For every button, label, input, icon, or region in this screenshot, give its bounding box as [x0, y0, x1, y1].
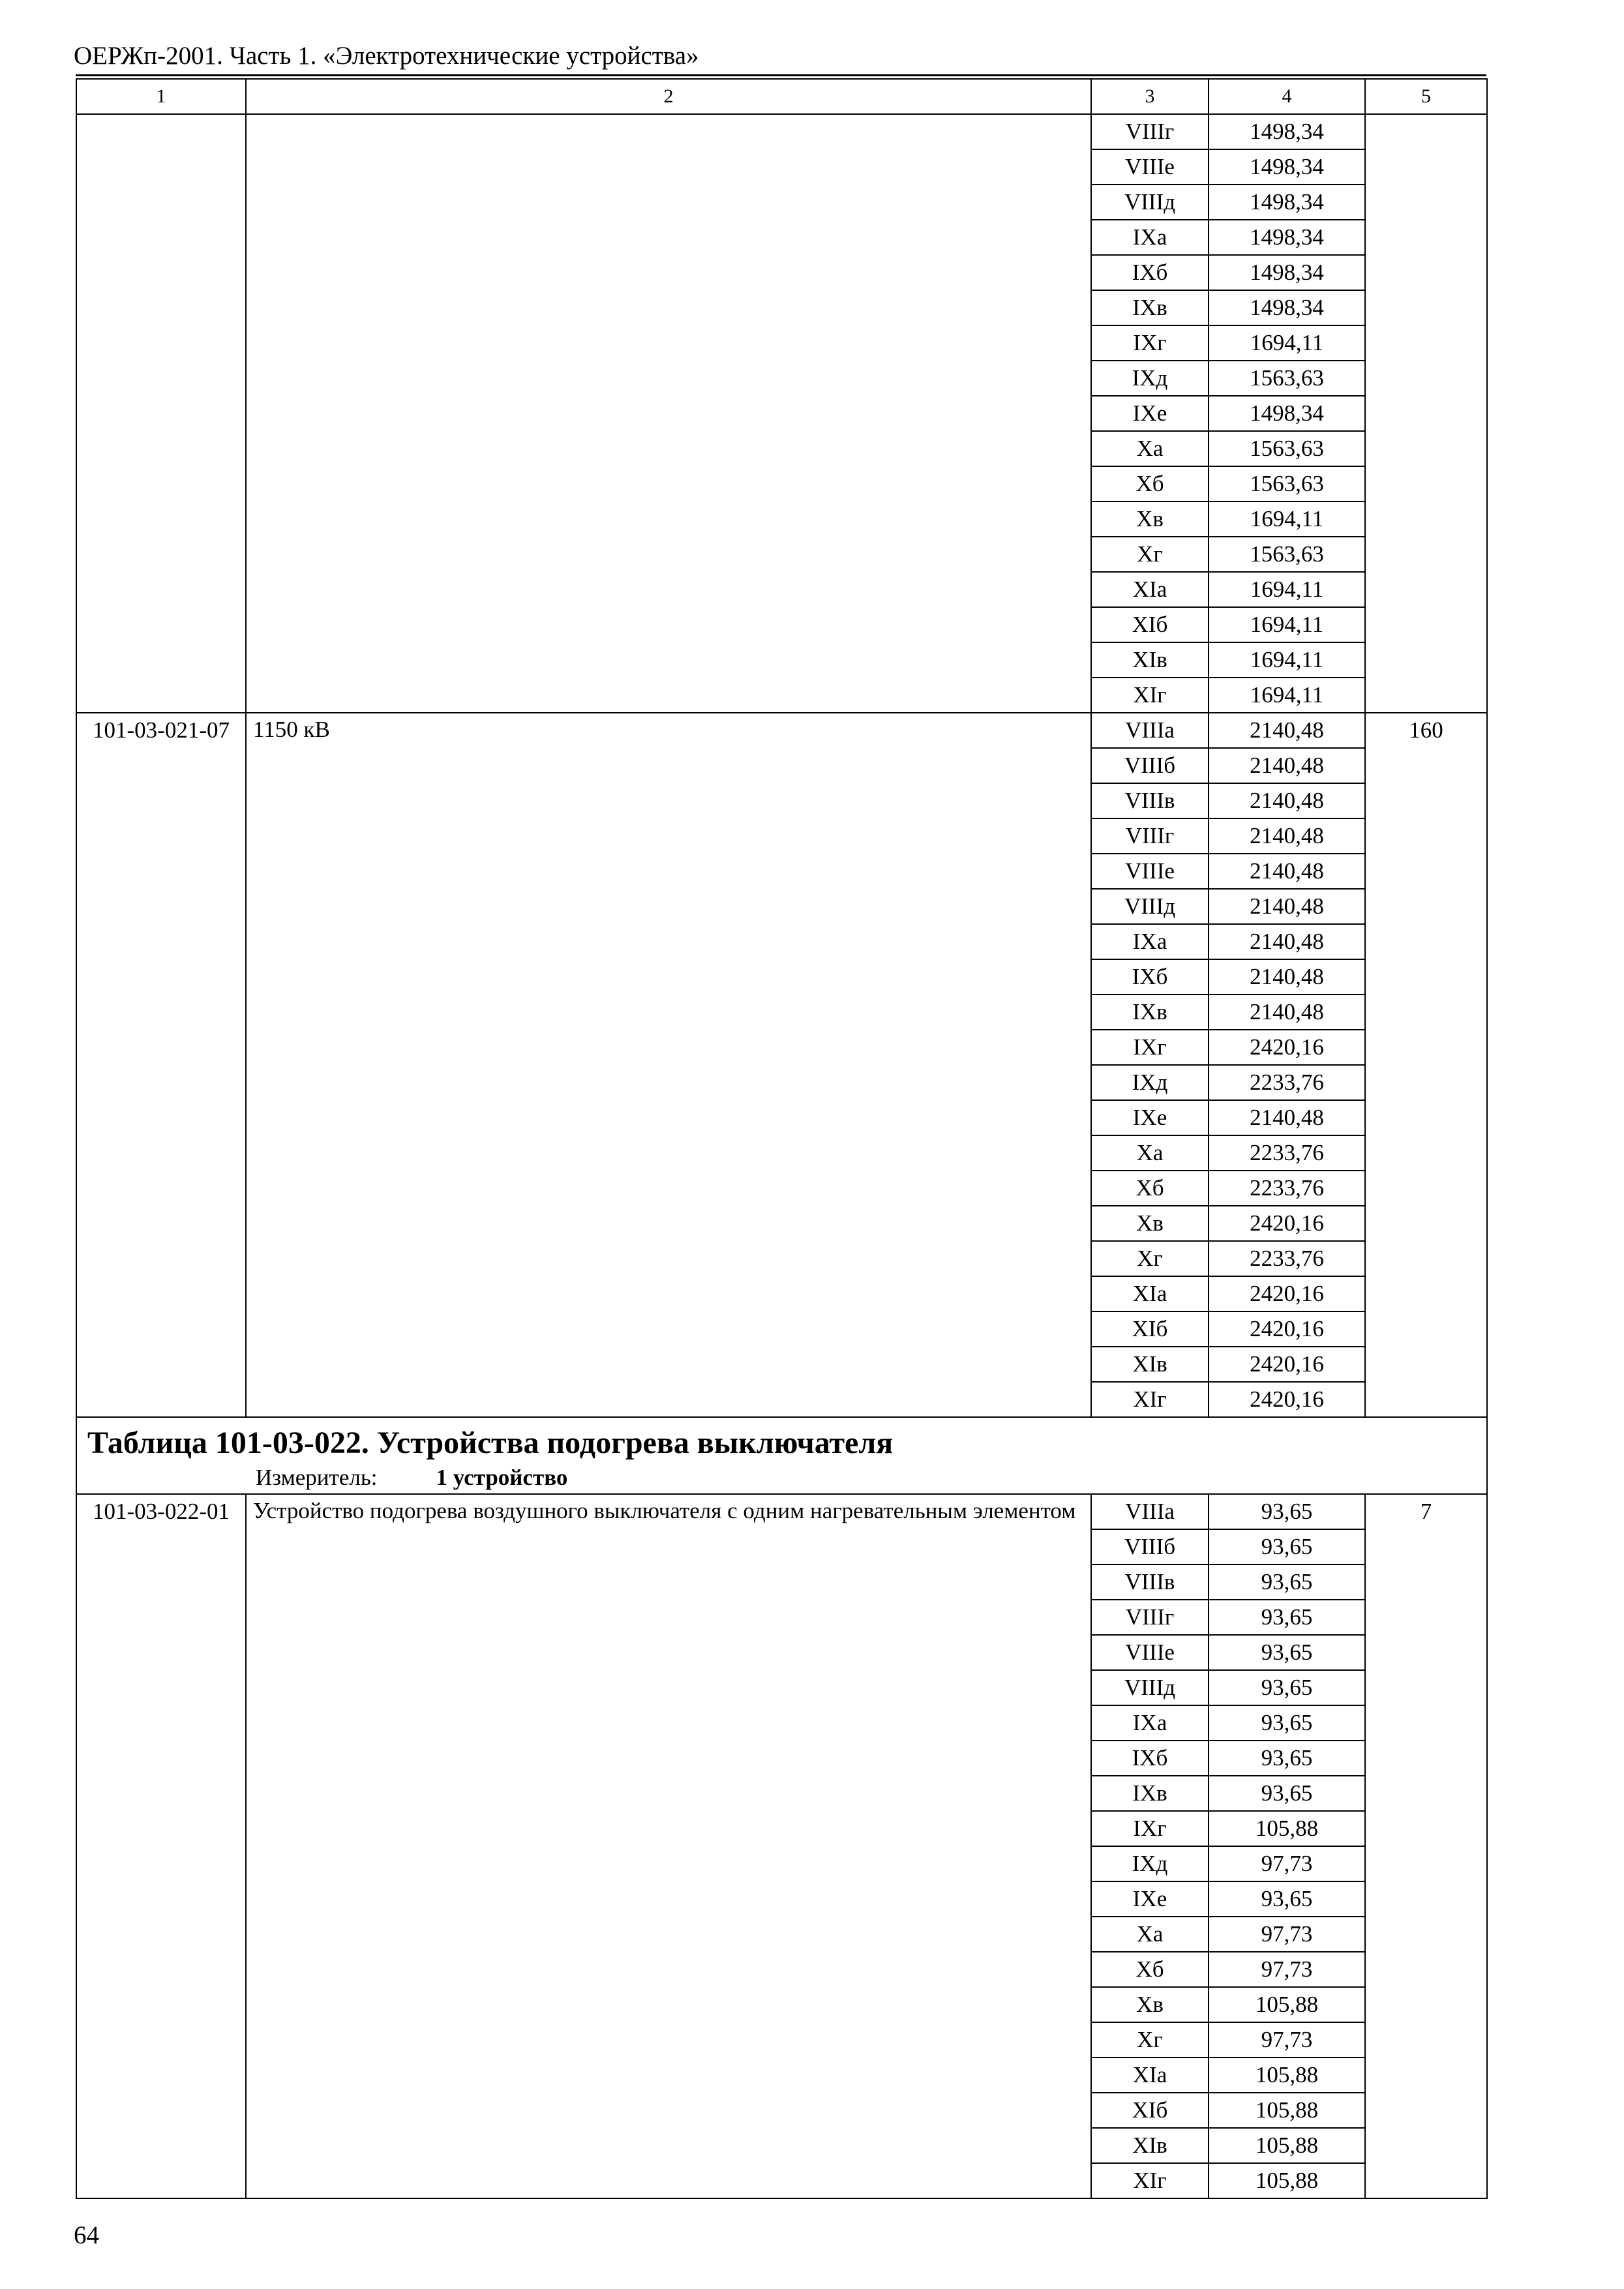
zone-cell: Xа	[1091, 1917, 1209, 1952]
rates-table-body	[76, 79, 1487, 2198]
zone-cell: IXд	[1091, 1846, 1209, 1881]
page-number: 64	[74, 2221, 99, 2249]
rate-description-cell	[246, 114, 1091, 713]
rate-value-cell: 2420,16	[1209, 1276, 1365, 1311]
rate-value-cell: 1694,11	[1209, 678, 1365, 713]
zone-cell: IXе	[1091, 1881, 1209, 1917]
norm-cell: 160	[1365, 713, 1487, 1417]
rate-value-cell: 1694,11	[1209, 607, 1365, 642]
rate-value-cell: 2420,16	[1209, 1311, 1365, 1347]
norm-cell: 7	[1365, 1494, 1487, 2198]
rate-value-cell: 93,65	[1209, 1564, 1365, 1600]
rate-value-cell: 2420,16	[1209, 1206, 1365, 1241]
rate-value-cell: 105,88	[1209, 2057, 1365, 2093]
rate-code-cell: 101-03-022-01	[76, 1494, 246, 2198]
zone-cell: VIIIб	[1091, 1529, 1209, 1564]
zone-cell: IXа	[1091, 1705, 1209, 1741]
rate-description-cell: Устройство подогрева воздушного выключателя с одним нагревательным элементом	[246, 1494, 1091, 2198]
zone-cell: VIIIа	[1091, 713, 1209, 748]
zone-cell: XIб	[1091, 607, 1209, 642]
zone-cell: IXв	[1091, 995, 1209, 1030]
zone-cell: VIIIе	[1091, 1635, 1209, 1670]
zone-cell: Xб	[1091, 466, 1209, 501]
zone-cell: VIIIг	[1091, 114, 1209, 149]
rate-code-cell	[76, 114, 246, 713]
zone-cell: XIв	[1091, 1347, 1209, 1382]
zone-cell: XIа	[1091, 572, 1209, 607]
table-row	[76, 1494, 1487, 1529]
zone-cell: IXа	[1091, 220, 1209, 255]
rate-value-cell: 2140,48	[1209, 854, 1365, 889]
rate-value-cell: 97,73	[1209, 1917, 1365, 1952]
rate-value-cell: 105,88	[1209, 2163, 1365, 2198]
zone-cell: VIIIд	[1091, 1670, 1209, 1705]
zone-cell: IXд	[1091, 361, 1209, 396]
zone-cell: XIа	[1091, 2057, 1209, 2093]
zone-cell: VIIIд	[1091, 185, 1209, 220]
zone-cell: IXб	[1091, 1741, 1209, 1776]
zone-cell: Xв	[1091, 1206, 1209, 1241]
zone-cell: VIIIе	[1091, 149, 1209, 185]
rate-value-cell: 2233,76	[1209, 1135, 1365, 1171]
zone-cell: IXа	[1091, 924, 1209, 959]
rate-value-cell: 1498,34	[1209, 290, 1365, 325]
column-number-row	[76, 79, 1487, 114]
header-rule	[76, 74, 1486, 76]
rate-value-cell: 105,88	[1209, 1987, 1365, 2022]
table-title-cell	[76, 1417, 1487, 1494]
zone-cell: Xб	[1091, 1952, 1209, 1987]
table-title-row	[76, 1417, 1487, 1494]
rate-value-cell: 2420,16	[1209, 1382, 1365, 1417]
rate-value-cell: 2140,48	[1209, 995, 1365, 1030]
column-number-1: 1	[76, 79, 246, 114]
rate-value-cell: 93,65	[1209, 1670, 1365, 1705]
rate-value-cell: 93,65	[1209, 1776, 1365, 1811]
zone-cell: Xг	[1091, 2022, 1209, 2057]
column-number-3: 3	[1091, 79, 1209, 114]
rate-value-cell: 93,65	[1209, 1741, 1365, 1776]
zone-cell: IXв	[1091, 290, 1209, 325]
rate-value-cell: 93,65	[1209, 1600, 1365, 1635]
rate-value-cell: 2233,76	[1209, 1241, 1365, 1276]
rate-code-cell: 101-03-021-07	[76, 713, 246, 1417]
rate-value-cell: 2140,48	[1209, 748, 1365, 783]
zone-cell: XIг	[1091, 1382, 1209, 1417]
rate-value-cell: 1498,34	[1209, 149, 1365, 185]
zone-cell: IXг	[1091, 1030, 1209, 1065]
zone-cell: VIIIв	[1091, 783, 1209, 818]
rate-value-cell: 1498,34	[1209, 220, 1365, 255]
column-number-4: 4	[1209, 79, 1365, 114]
measure-line	[87, 1463, 1486, 1492]
rate-value-cell: 2140,48	[1209, 1100, 1365, 1135]
zone-cell: IXг	[1091, 1811, 1209, 1846]
table-row	[76, 713, 1487, 748]
rate-value-cell: 2420,16	[1209, 1030, 1365, 1065]
zone-cell: Xб	[1091, 1171, 1209, 1206]
zone-cell: Xг	[1091, 537, 1209, 572]
rate-value-cell: 105,88	[1209, 2093, 1365, 2128]
rate-value-cell: 93,65	[1209, 1635, 1365, 1670]
rate-value-cell: 1694,11	[1209, 572, 1365, 607]
rate-value-cell: 97,73	[1209, 1952, 1365, 1987]
zone-cell: IXд	[1091, 1065, 1209, 1100]
zone-cell: XIв	[1091, 2128, 1209, 2163]
zone-cell: XIб	[1091, 2093, 1209, 2128]
rate-value-cell: 93,65	[1209, 1881, 1365, 1917]
zone-cell: IXв	[1091, 1776, 1209, 1811]
rate-value-cell: 1694,11	[1209, 501, 1365, 537]
rate-value-cell: 2420,16	[1209, 1347, 1365, 1382]
rate-value-cell: 1694,11	[1209, 325, 1365, 361]
rate-value-cell: 2140,48	[1209, 924, 1365, 959]
rate-value-cell: 2140,48	[1209, 783, 1365, 818]
zone-cell: IXе	[1091, 1100, 1209, 1135]
rate-value-cell: 93,65	[1209, 1494, 1365, 1529]
zone-cell: Xг	[1091, 1241, 1209, 1276]
zone-cell: VIIIд	[1091, 889, 1209, 924]
rate-value-cell: 105,88	[1209, 2128, 1365, 2163]
rate-value-cell: 1694,11	[1209, 642, 1365, 678]
rate-value-cell: 1498,34	[1209, 255, 1365, 290]
rate-description-cell: 1150 кВ	[246, 713, 1091, 1417]
rate-value-cell: 2233,76	[1209, 1171, 1365, 1206]
column-number-2: 2	[246, 79, 1091, 114]
rates-table	[76, 78, 1488, 2199]
zone-cell: IXг	[1091, 325, 1209, 361]
rate-value-cell: 1563,63	[1209, 537, 1365, 572]
zone-cell: Xа	[1091, 431, 1209, 466]
column-number-5: 5	[1365, 79, 1487, 114]
rate-value-cell: 1563,63	[1209, 466, 1365, 501]
rate-value-cell: 1498,34	[1209, 114, 1365, 149]
zone-cell: IXе	[1091, 396, 1209, 431]
zone-cell: Xа	[1091, 1135, 1209, 1171]
zone-cell: VIIIа	[1091, 1494, 1209, 1529]
rate-value-cell: 2233,76	[1209, 1065, 1365, 1100]
rate-value-cell: 97,73	[1209, 2022, 1365, 2057]
zone-cell: IXб	[1091, 959, 1209, 995]
zone-cell: XIг	[1091, 678, 1209, 713]
rate-value-cell: 93,65	[1209, 1529, 1365, 1564]
zone-cell: XIв	[1091, 642, 1209, 678]
zone-cell: VIIIг	[1091, 818, 1209, 854]
rate-value-cell: 93,65	[1209, 1705, 1365, 1741]
zone-cell: XIг	[1091, 2163, 1209, 2198]
rate-value-cell: 2140,48	[1209, 818, 1365, 854]
zone-cell: Xв	[1091, 501, 1209, 537]
rate-value-cell: 2140,48	[1209, 959, 1365, 995]
zone-cell: VIIIб	[1091, 748, 1209, 783]
document-header-title: ОЕРЖп-2001. Часть 1. «Электротехнические устройства»	[74, 42, 699, 70]
table-title: Таблица 101-03-022. Устройства подогрева выключателя	[87, 1426, 894, 1460]
table-row	[76, 114, 1487, 149]
zone-cell: Xв	[1091, 1987, 1209, 2022]
rate-value-cell: 105,88	[1209, 1811, 1365, 1846]
zone-cell: VIIIе	[1091, 854, 1209, 889]
rate-value-cell: 2140,48	[1209, 713, 1365, 748]
zone-cell: VIIIв	[1091, 1564, 1209, 1600]
zone-cell: VIIIг	[1091, 1600, 1209, 1635]
norm-cell	[1365, 114, 1487, 713]
rate-value-cell: 1563,63	[1209, 361, 1365, 396]
rate-value-cell: 1498,34	[1209, 396, 1365, 431]
rate-value-cell: 1498,34	[1209, 185, 1365, 220]
rate-value-cell: 2140,48	[1209, 889, 1365, 924]
zone-cell: XIб	[1091, 1311, 1209, 1347]
zone-cell: XIа	[1091, 1276, 1209, 1311]
zone-cell: IXб	[1091, 255, 1209, 290]
rate-value-cell: 97,73	[1209, 1846, 1365, 1881]
rate-value-cell: 1563,63	[1209, 431, 1365, 466]
measure-value: 1 устройство	[436, 1465, 568, 1490]
measure-label: Измеритель:	[256, 1465, 378, 1490]
